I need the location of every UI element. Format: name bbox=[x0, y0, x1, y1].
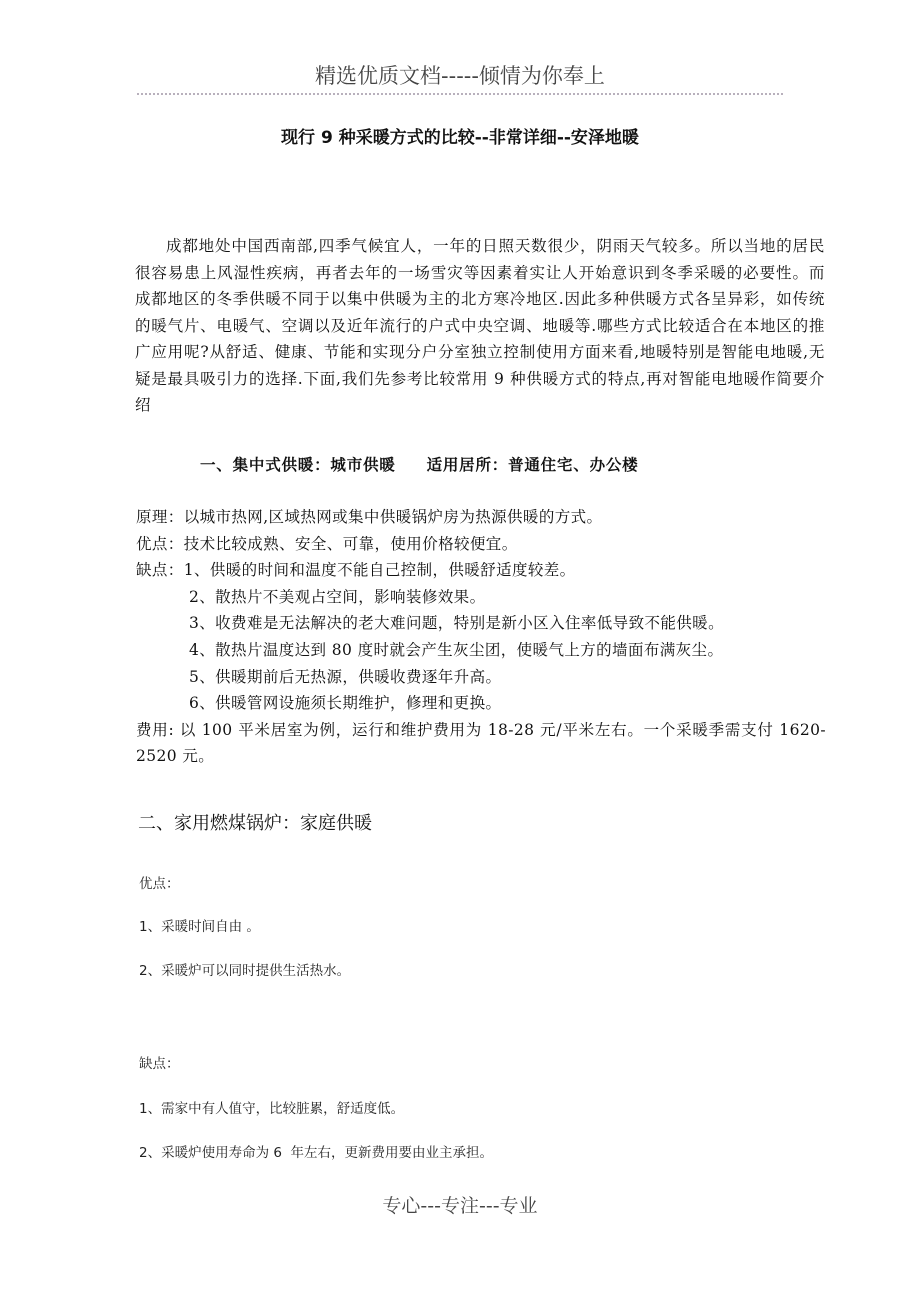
disadvantage-item: 6、供暖管网设施须长期维护，修理和更换。 bbox=[189, 694, 502, 713]
section-2-advantage-item: 2、采暖炉可以同时提供生活热水。 bbox=[139, 963, 351, 979]
disadvantages-label: 缺点： bbox=[136, 561, 184, 580]
section-1-heading: 一、集中式供暖：城市供暖 适用居所：普通住宅、办公楼 bbox=[200, 455, 639, 474]
document-title: 现行 9 种采暖方式的比较--非常详细--安泽地暖 bbox=[281, 128, 639, 148]
disadvantage-item: 5、供暖期前后无热源，供暖收费逐年升高。 bbox=[189, 667, 502, 686]
section-2-disadvantages-label: 缺点： bbox=[139, 1056, 180, 1072]
cost-line: 费用: 以 100 平米居室为例，运行和维护费用为 18-28 元/平米左右。一个采暖季需支付 1620-2520 元。 bbox=[136, 720, 826, 766]
section-2-advantage-item: 1、采暖时间自由 。 bbox=[139, 919, 260, 935]
section-2-heading: 二、家用燃煤锅炉：家庭供暖 bbox=[138, 813, 372, 834]
section-2-disadvantage-item: 2、采暖炉使用寿命为 6 年左右，更新费用要由业主承担。 bbox=[139, 1145, 494, 1161]
disadvantage-text: 1、供暖的时间和温度不能自己控制，供暖舒适度较差。 bbox=[183, 561, 576, 580]
header-divider bbox=[137, 93, 783, 95]
section-1-body bbox=[136, 504, 826, 770]
principle-line: 原理：以城市热网,区域热网或集中供暖锅炉房为热源供暖的方式。 bbox=[136, 508, 603, 526]
disadvantage-item: 2、散热片不美观占空间，影响装修效果。 bbox=[189, 587, 486, 606]
disadvantage-item: 4、散热片温度达到 80 度时就会产生灰尘团，使暖气上方的墙面布满灰尘。 bbox=[189, 640, 724, 659]
intro-paragraph: 成都地处中国西南部,四季气候宜人，一年的日照天数很少，阴雨天气较多。所以当地的居民很容易患上风湿性疾病，再者去年的一场雪灾等因素着实让人开始意识到冬季采暖的必要性。而成都地区的冬季供暖不同于以集中供暖为主的北方寒冷地区.因此多种供暖方式各呈异彩，如传统的暖气片、电暖气、空调以及近年流行的户式中央空调、地暖等.哪些方式比较适合在本地区的推广应用呢?从舒适、健康、节能和实现分户分室独立控制使用方面来看,地暖特别是智能电地暖,无疑是最具吸引力的选择.下面,我们先参考比较常用 9 种供暖方式的特点,再对智能电地暖作简要介绍 bbox=[135, 237, 825, 414]
section-2-advantages-label: 优点： bbox=[139, 876, 180, 892]
disadvantage-item: 3、收费难是无法解决的老大难问题，特别是新小区入住率低导致不能供暖。 bbox=[189, 614, 724, 633]
section-2-disadvantage-item: 1、需家中有人值守，比较脏累，舒适度低。 bbox=[139, 1101, 405, 1117]
disadvantage-item bbox=[136, 557, 826, 584]
page-footer: 专心---专注---专业 bbox=[382, 1195, 538, 1217]
page-header: 精选优质文档-----倾情为你奉上 bbox=[315, 64, 605, 88]
advantages-line: 优点：技术比较成熟、安全、可靠，使用价格较便宜。 bbox=[136, 534, 518, 553]
